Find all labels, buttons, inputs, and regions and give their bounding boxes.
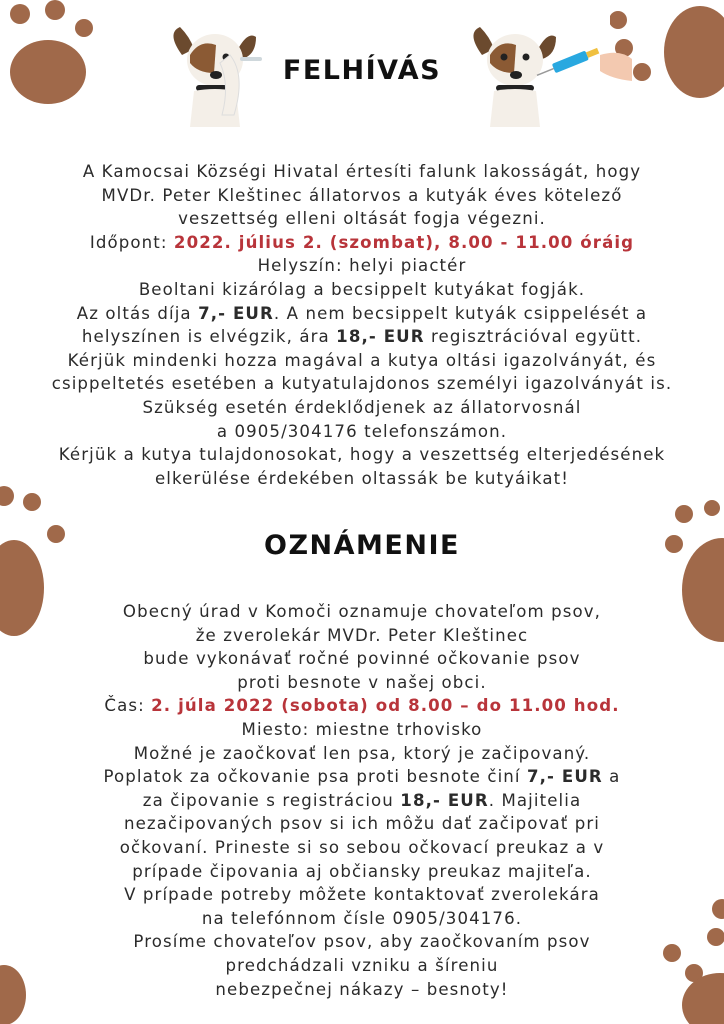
slovak-notice — [0, 600, 724, 1001]
sk-line: bude vykonávať ročné povinné očkovanie psov — [143, 649, 581, 669]
hu-line: Kérjük mindenki hozza magával a kutya oltási igazolványát, és — [67, 350, 657, 370]
sk-text: za čipovanie s registráciou — [142, 790, 401, 810]
hu-line: MVDr. Peter Kleštinec állatorvos a kutyák éves kötelező — [101, 185, 623, 205]
sk-fee-chip: 18,- EUR — [400, 790, 489, 810]
sk-fee-line — [0, 765, 724, 789]
hu-line: Szükség esetén érdeklődjenek az állatorvosnál — [142, 397, 582, 417]
hu-phone-line: a 0905/304176 telefonszámon. — [216, 421, 508, 441]
sk-line: predchádzali vzniku a šíreniu — [225, 955, 499, 975]
hu-time-line — [0, 231, 724, 255]
hu-line: A Kamocsai Községi Hivatal értesíti falunk lakosságát, hogy — [82, 162, 642, 181]
sk-text: a — [602, 767, 621, 787]
hu-line: Beoltani kizárólag a becsippelt kutyákat fogják. — [138, 279, 586, 299]
title-oznamenie: OZNÁMENIE — [264, 530, 460, 561]
sk-line: Obecný úrad v Komoči oznamuje chovateľom psov, — [122, 602, 602, 621]
hu-line: elkerülése érdekében oltassák be kutyáikat! — [154, 468, 570, 488]
hu-location: Helyszín: helyi piactér — [257, 256, 467, 276]
hu-fee-line — [0, 302, 724, 326]
hu-fee-vaccination: 7,- EUR — [198, 303, 274, 323]
hu-time-value: 2022. július 2. (szombat), 8.00 - 11.00 óráig — [173, 232, 635, 252]
sk-text: . Majitelia — [488, 790, 582, 810]
sk-line: V prípade potreby môžete kontaktovať zverolekára — [124, 885, 600, 905]
sk-line: proti besnote v našej obci. — [237, 672, 487, 692]
sk-phone-line: na telefónnom čísle 0905/304176. — [201, 908, 523, 928]
sk-fee-vaccination: 7,- EUR — [527, 767, 603, 787]
sk-line: prípade čipovania aj občiansky preukaz majiteľa. — [132, 861, 592, 881]
sk-chip-fee-line — [0, 789, 724, 813]
sk-text: Poplatok za očkovanie psa proti besnote činí — [103, 767, 527, 787]
hu-text: . A nem becsippelt kutyák csippelését a — [273, 303, 648, 323]
hu-line: Kérjük a kutya tulajdonosokat, hogy a veszettség elterjedésének — [58, 445, 666, 465]
hu-line: veszettség elleni oltását fogja végezni. — [178, 209, 546, 229]
hu-fee-chip: 18,- EUR — [336, 327, 425, 347]
hu-text: regisztrációval együtt. — [424, 327, 643, 347]
sk-time-label: Čas: — [104, 696, 152, 716]
sk-line: nezačipovaných psov si ich môžu dať začipovať pri — [124, 814, 600, 834]
sk-time-value: 2. júla 2022 (sobota) od 8.00 – do 11.00 hod. — [151, 696, 620, 716]
hu-text: Az oltás díja — [76, 303, 199, 323]
hu-line: csippeltetés esetében a kutyatulajdonos személyi igazolványát is. — [51, 374, 673, 394]
hu-text: helyszínen is elvégzik, ára — [81, 327, 337, 347]
hungarian-notice — [0, 160, 724, 490]
sk-line: že zverolekár MVDr. Peter Kleštinec — [195, 625, 529, 645]
sk-line: Prosíme chovateľov psov, aby zaočkovaním psov — [133, 932, 591, 952]
sk-location: Miesto: miestne trhovisko — [241, 719, 483, 739]
hu-time-label: Időpont: — [89, 232, 174, 252]
sk-time-line — [0, 694, 724, 718]
hu-chip-fee-line — [0, 325, 724, 349]
sk-line: očkovaní. Prineste si so sebou očkovací preukaz a v — [119, 837, 605, 857]
title-felhivas: FELHÍVÁS — [282, 55, 442, 86]
sk-line: nebezpečnej nákazy – besnoty! — [215, 979, 509, 999]
sk-line: Možné je zaočkovať len psa, ktorý je začipovaný. — [133, 743, 591, 763]
